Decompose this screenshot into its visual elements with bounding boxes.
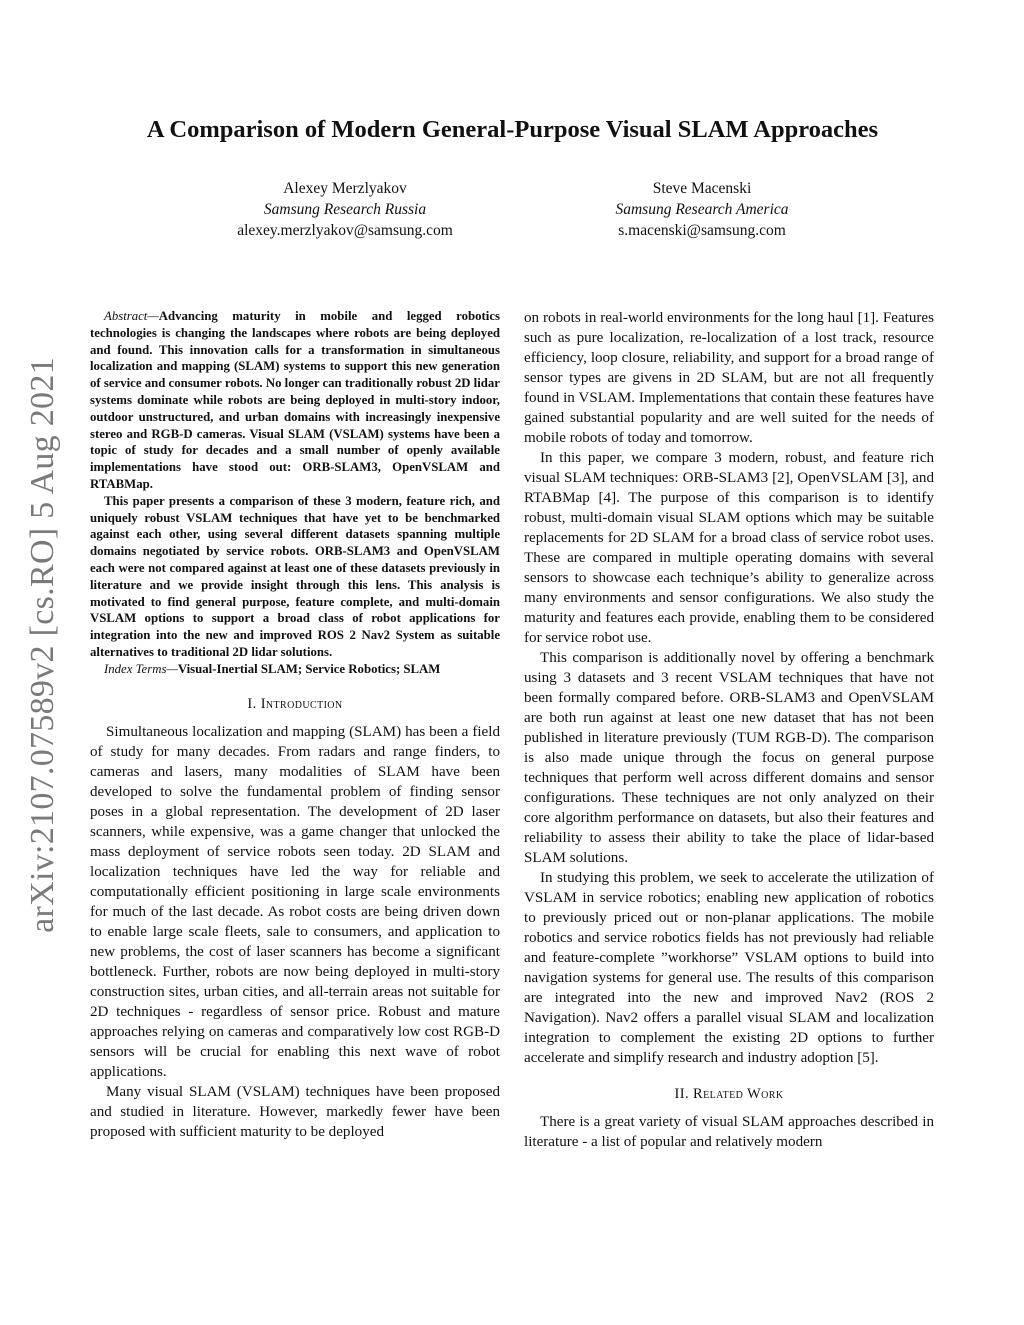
section-heading-related-work xyxy=(524,1084,934,1104)
left-column xyxy=(90,308,500,1142)
section-title: Related Work xyxy=(693,1086,784,1102)
author-name: Steve Macenski xyxy=(652,180,752,197)
arxiv-stamp xyxy=(18,355,68,935)
paper-title: A Comparison of Modern General-Purpose Visual SLAM Approaches xyxy=(146,116,879,143)
section-title: Introduction xyxy=(260,695,343,712)
related-paragraph-1: There is a great variety of visual SLAM approaches described in literature - a list of popular and relatively modern xyxy=(524,1114,934,1150)
index-terms xyxy=(90,661,500,678)
intro-paragraph-2-continued: on robots in real-world environments for the long haul [1]. Features such as pure localization, re-localization of a lost track, resource efficiency, loop closure, reliability, and support for a broad range of sensor types are givens in 2D SLAM, but are not all frequently found in VSLAM. Implementations that contain these features have gained substantial popularity and are well suited for the needs of mobile robots of today and tomorrow. xyxy=(524,310,934,446)
abstract-paragraph-1 xyxy=(90,308,500,493)
section-numeral: II. xyxy=(674,1086,694,1102)
abstract-lead: Abstract— xyxy=(104,309,159,323)
author-name: Alexey Merzlyakov xyxy=(283,180,407,197)
author-email: alexey.merzlyakov@samsung.com xyxy=(237,222,453,239)
author-email: s.macenski@samsung.com xyxy=(618,222,786,239)
index-terms-text: Visual-Inertial SLAM; Service Robotics; SLAM xyxy=(177,661,441,676)
intro-paragraph-4: This comparison is additionally novel by offering a benchmark using 3 datasets and 3 recent VSLAM techniques that have not been formally compared before. ORB-SLAM3 and OpenVSLAM are both run against at least one new dataset that has not been published in literature previously (TUM RGB-D). The comparison is also made unique through the focus on general purpose techniques that perform well across different domains and sensor configurations. These techniques are not only analyzed on their core algorithm performance on datasets, but also their features and reliability to assess their ability to take the place of lidar-based SLAM solutions. xyxy=(524,650,934,866)
section-numeral: I. xyxy=(247,695,261,712)
intro-paragraph-2: Many visual SLAM (VSLAM) techniques have been proposed and studied in literature. However, markedly fewer have been proposed with sufficient maturity to be deployed xyxy=(90,1083,500,1140)
index-terms-lead: Index Terms— xyxy=(104,661,178,676)
author-affiliation: Samsung Research Russia xyxy=(263,201,427,218)
right-column xyxy=(524,308,934,1152)
author-affiliation: Samsung Research America xyxy=(615,201,789,218)
arxiv-identifier: arXiv:2107.07589v2 [cs.RO] 5 Aug 2021 xyxy=(24,357,61,933)
abstract-text-1: Advancing maturity in mobile and legged robotics technologies is changing the landscapes where robots are being deployed and found. This innovation calls for a transformation in simultaneous localization and mapping (SLAM) systems to support this new generation of service and consumer robots. No longer can traditionally robust 2D lidar systems dominate while robots are being deployed in multi-story indoor, outdoor unstructured, and urban domains with increasingly inexpensive stereo and RGB-D cameras. Visual SLAM (VSLAM) systems have been a topic of study for decades and a small number of openly available implementations have stood out: ORB-SLAM3, OpenVSLAM and RTABMap. xyxy=(90,309,500,491)
author-block-2 xyxy=(537,178,867,241)
section-heading-introduction xyxy=(90,694,500,714)
abstract xyxy=(90,308,500,661)
author-block-1 xyxy=(180,178,510,241)
intro-paragraph-3: In this paper, we compare 3 modern, robust, and feature rich visual SLAM techniques: ORB-SLAM3 [2], OpenVSLAM [3], and RTABMap [4]. The purpose of this comparison is to identify robust, multi-domain visual SLAM options which may be suitable replacements for 2D SLAM for a broad class of service robot uses. These are compared in multiple operating domains with several sensors to showcase each technique’s ability to generalize across many environments and sensor configurations. We also study the maturity and features each provide, enabling them to be considered for service robot use. xyxy=(524,450,934,646)
intro-paragraph-5: In studying this problem, we seek to accelerate the utilization of VSLAM in service robotics; enabling new application of robotics to previously priced out or non-planar applications. The mobile robotics and service robotics fields has not previously had reliable and feature-complete ”workhorse” VSLAM options to build into navigation systems for general use. The results of this comparison are integrated into the new and improved Nav2 (ROS 2 Navigation). Nav2 offers a parallel visual SLAM and localization integration to complement the existing 2D options to further accelerate and simplify research and industry adoption [5]. xyxy=(524,870,934,1066)
abstract-paragraph-2: This paper presents a comparison of these 3 modern, feature rich, and uniquely robust VSLAM techniques that have yet to be benchmarked against each other, using several different datasets spanning multiple domains negotiated by service robots. ORB-SLAM3 and OpenVSLAM each were not compared against at least one of these datasets previously in literature and we provide insight through this lens. This analysis is motivated to find general purpose, feature complete, and multi-domain VSLAM options to support a broad class of robot applications for integration into the new and improved ROS 2 Nav2 System as suitable alternatives to traditional 2D lidar solutions. xyxy=(90,493,500,659)
intro-paragraph-1: Simultaneous localization and mapping (SLAM) has been a field of study for many decades. From radars and range finders, to cameras and lasers, many modalities of SLAM have been developed to solve the fundamental problem of finding sensor poses in a global representation. The development of 2D laser scanners, while expensive, was a game changer that unlocked the mass deployment of service robots seen today. 2D SLAM and localization techniques have led the way for reliable and computationally efficient positioning in large scale environments for much of the last decade. As robot costs are being driven down to enable large scale fleets, sale to consumers, and application to new problems, the cost of laser scanners has become a significant bottleneck. Further, robots are now being deployed in multi-story construction sites, urban cities, and all-terrain areas not suitable for 2D techniques - regardless of sensor price. Robust and mature approaches relying on cameras and comparatively low cost RGB-D sensors will be crucial for enabling this next wave of robot applications. xyxy=(90,723,500,1080)
